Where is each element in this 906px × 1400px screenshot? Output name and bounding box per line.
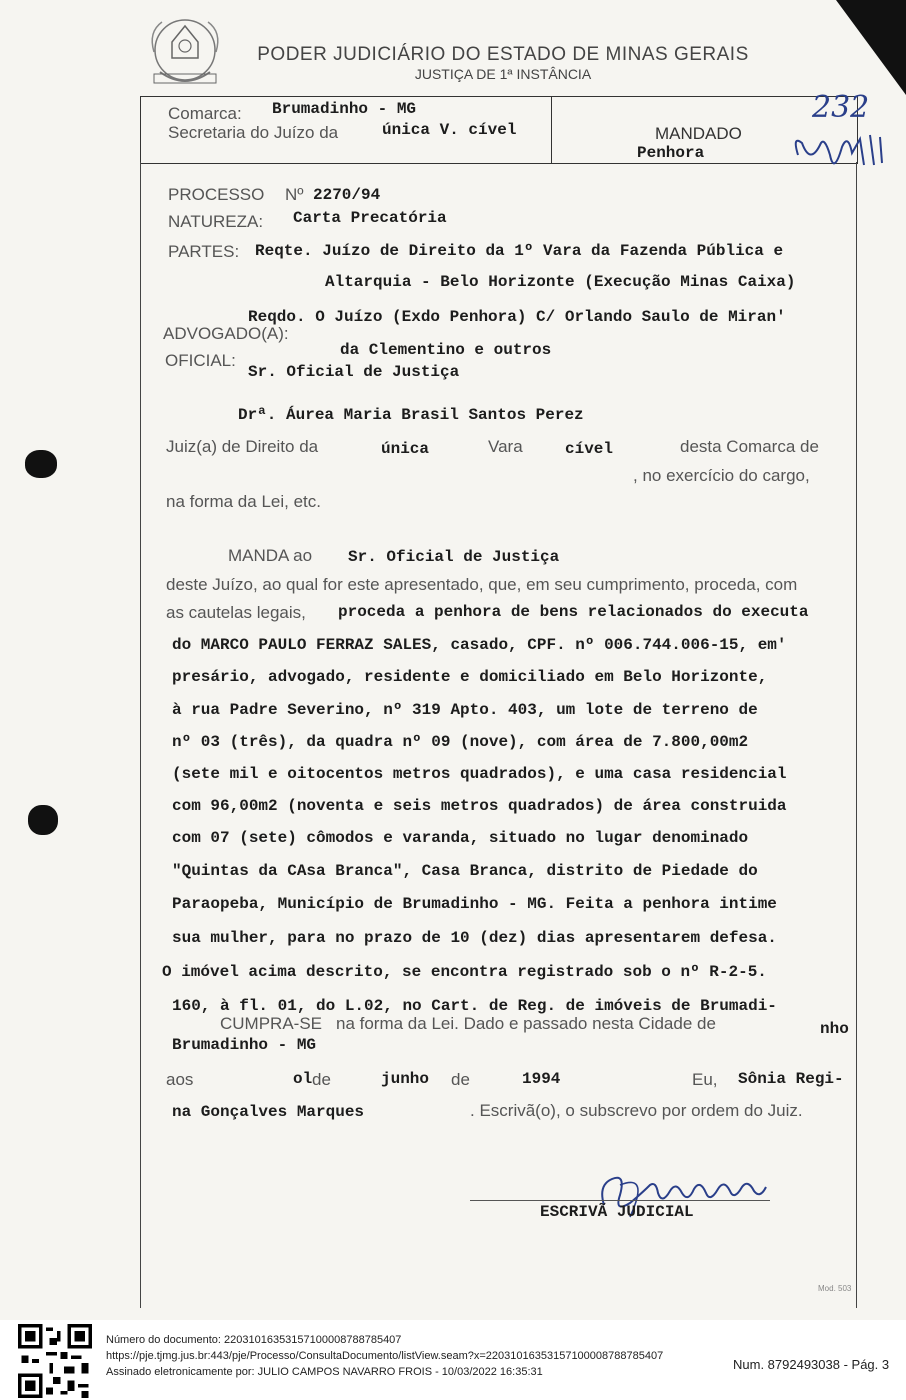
comarca-label: Comarca: [168, 104, 242, 123]
escriva-title: ESCRIVÃ JUDICIAL [540, 1203, 694, 1221]
processo-no-label: Nº [285, 185, 304, 204]
eu-label: Eu, [692, 1070, 718, 1089]
partes-line-1: Reqte. Juízo de Direito da 1º Vara da Fazenda Pública e [255, 242, 784, 260]
vara-value: única [381, 440, 430, 458]
mandate-line-8: com 07 (sete) cômodos e varanda, situado no lugar denominado [172, 829, 749, 847]
manda-label: MANDA ao [228, 546, 313, 565]
mandate-line-11: sua mulher, para no prazo de 10 (dez) dias apresentarem defesa. [172, 929, 777, 947]
mandate-line-4: à rua Padre Severino, nº 319 Apto. 403, um lote de terreno de [172, 701, 758, 719]
vara-label: Vara [488, 437, 523, 456]
footer-page-ref: Num. 8792493038 - Pág. 3 [733, 1357, 890, 1372]
partes-line-3: Reqdo. O Juízo (Exdo Penhora) C/ Orlando Saulo de Miran' [248, 308, 786, 326]
mandate-line-13: 160, à fl. 01, do L.02, no Cart. de Reg. de imóveis de Brumadi- [172, 997, 777, 1015]
oficial-label: OFICIAL: [165, 351, 236, 370]
mandate-intro: deste Juízo, ao qual for este apresentado, que, em seu cumprimento, proceda, com [166, 575, 798, 594]
signature-line [470, 1200, 770, 1201]
exercicio-text: , no exercício do cargo, [633, 466, 810, 485]
processo-label: PROCESSO [168, 185, 265, 204]
footer-doc-number: Número do documento: 22031016353157100008788785407 [106, 1334, 402, 1346]
left-margin-line [140, 162, 141, 1308]
natureza-value: Carta Precatória [293, 209, 447, 227]
ink-blot [25, 450, 57, 478]
mandate-line-1: proceda a penhora de bens relacionados do executa [338, 603, 809, 621]
secretaria-value: única V. cível [382, 121, 517, 139]
header-box-divider [551, 96, 552, 164]
clerk-name-part-2: na Gonçalves Marques [172, 1103, 365, 1121]
aos-label: aos [166, 1070, 194, 1089]
cumpra-label: CUMPRA-SE [220, 1014, 323, 1033]
de-label-2: de [451, 1070, 470, 1089]
month-value: junho [381, 1070, 430, 1088]
ink-blot [28, 805, 58, 835]
de-label-1: de [312, 1070, 331, 1089]
form-code: Mod. 503 [818, 1284, 852, 1293]
mandate-city: Brumadinho - MG [172, 1036, 317, 1054]
mandate-line-2: do MARCO PAULO FERRAZ SALES, casado, CPF. nº 006.744.006-15, em' [172, 636, 787, 654]
partes-label: PARTES: [168, 242, 240, 261]
doc-subtype: Penhora [637, 144, 705, 162]
natureza-label: NATUREZA: [168, 212, 264, 231]
mandate-line-5: nº 03 (três), da quadra nº 09 (nove), com área de 7.800,00m2 [172, 733, 749, 751]
escriva-text: . Escrivã(o), o subscrevo por ordem do Juiz. [470, 1101, 803, 1120]
mandate-line-nho: nho [820, 1020, 849, 1038]
mandate-line-12: O imóvel acima descrito, se encontra registrado sob o nº R-2-5. [162, 963, 767, 981]
footer-url[interactable]: https://pje.tjmg.jus.br:443/pje/Processo/ConsultaDocumento/listView.seam?x=22031016353157100008788785407 [106, 1350, 664, 1362]
page-stamp-number: 232 [812, 90, 870, 125]
mandate-line-6: (sete mil e oitocentos metros quadrados), e uma casa residencial [172, 765, 787, 783]
cautelas-text: as cautelas legais, [166, 603, 306, 622]
juiz-label: Juiz(a) de Direito da [166, 437, 319, 456]
mandate-line-3: presário, advogado, residente e domiciliado em Belo Horizonte, [172, 668, 768, 686]
cumpra-text: na forma da Lei. Dado e passado nesta Cidade de [336, 1014, 716, 1033]
doc-type: MANDADO [655, 124, 742, 143]
footer-signed: Assinado eletronicamente por: JULIO CAMPOS NAVARRO FROIS - 10/03/2022 16:35:31 [106, 1366, 543, 1378]
handwritten-initials [790, 125, 890, 185]
judge-name: Drª. Áurea Maria Brasil Santos Perez [238, 406, 584, 424]
comarca-value: Brumadinho - MG [272, 100, 417, 118]
manda-value: Sr. Oficial de Justiça [348, 548, 560, 566]
oficial-value: Sr. Oficial de Justiça [248, 363, 460, 381]
processo-value: 2270/94 [313, 186, 381, 204]
qr-code [18, 1324, 92, 1398]
header-title: PODER JUDICIÁRIO DO ESTADO DE MINAS GERAIS [257, 44, 749, 65]
comarca-tail: desta Comarca de [680, 437, 819, 456]
mandate-line-7: com 96,00m2 (noventa e seis metros quadrados) de área construida [172, 797, 787, 815]
year-value: 1994 [522, 1070, 561, 1088]
right-margin-line [856, 162, 857, 1308]
mandate-line-9: "Quintas da CAsa Branca", Casa Branca, distrito de Piedade do [172, 862, 758, 880]
day-value: ol [293, 1070, 313, 1088]
vara-type: cível [565, 440, 614, 458]
clerk-name-part-1: Sônia Regi- [738, 1070, 844, 1088]
partes-line-4: da Clementino e outros [340, 341, 552, 359]
secretaria-label: Secretaria do Juízo da [168, 123, 339, 142]
mandate-line-10: Paraopeba, Município de Brumadinho - MG. Feita a penhora intime [172, 895, 777, 913]
header-subtitle: JUSTIÇA DE 1ª INSTÂNCIA [414, 66, 592, 82]
forma-text: na forma da Lei, etc. [166, 492, 321, 511]
partes-line-2: Altarquia - Belo Horizonte (Execução Minas Caixa) [325, 273, 796, 291]
advogado-label: ADVOGADO(A): [163, 324, 289, 343]
